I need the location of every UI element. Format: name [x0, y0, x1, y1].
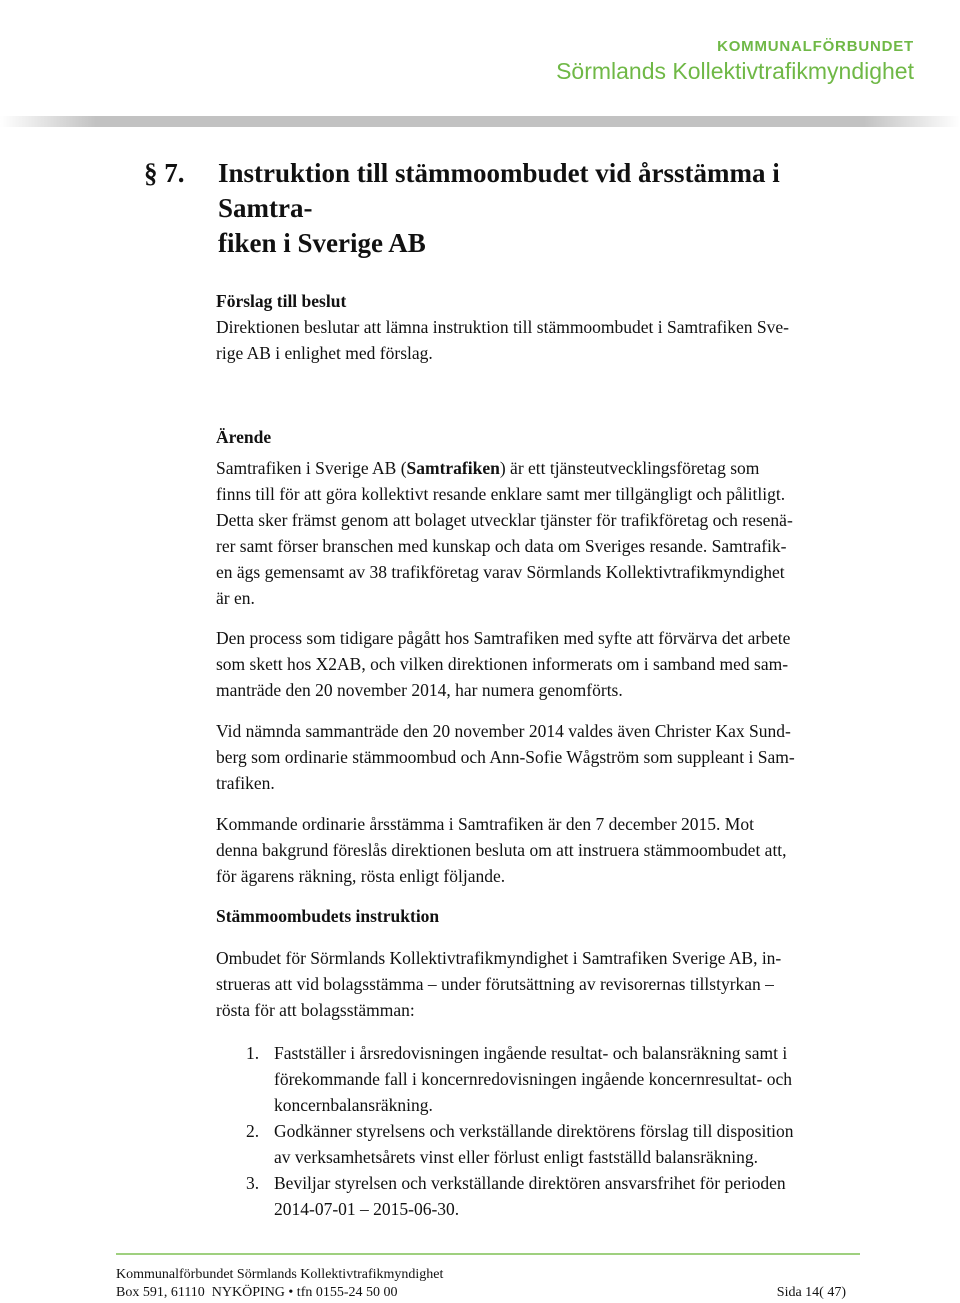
- proposal-heading: Förslag till beslut: [216, 291, 347, 311]
- matter-p1-rest: ) är ett tjänsteutvecklingsföretag som finns till för att göra kollektivt resande enklare samt mer tillgängligt och pålitligt. Detta sker främst genom att bolaget utvecklar tjänster för trafikföretag och resenä- rer samt förser branschen med kunskap och data om Sveriges resande. Samtrafik- en ägs gemensamt av 38 trafikföretag varav Sörmlands Kollektivtrafikmyndighet är en.: [216, 458, 793, 608]
- header-org-name: KOMMUNALFÖRBUNDET: [717, 38, 914, 55]
- matter-heading-block: [216, 424, 856, 450]
- matter-p1-bold-term: Samtrafiken: [406, 458, 500, 478]
- instruction-intro: Ombudet för Sörmlands Kollektivtrafikmyndighet i Samtrafiken Sverige AB, in- strueras att vid bolagsstämma – under förutsättning av revisorernas tillstyrkan – rösta för att bolagsstämman:: [216, 948, 782, 1020]
- footer-divider: [116, 1253, 860, 1255]
- list-item-number: 3.: [246, 1173, 260, 1193]
- matter-paragraph-3: [216, 718, 856, 796]
- header-authority-name: Sörmlands Kollektivtrafikmyndighet: [556, 58, 914, 84]
- matter-paragraph-1: [216, 455, 856, 611]
- proposal-text: Direktionen beslutar att lämna instruktion till stämmoombudet i Samtrafiken Sve- rige AB i enlighet med förslag.: [216, 317, 790, 363]
- matter-p4-text: Kommande ordinarie årsstämma i Samtrafiken är den 7 december 2015. Mot denna bakgrund föreslås direktionen besluta om att instruera stämmoombudet att, för ägarens räkning, rösta enligt följande.: [216, 814, 787, 886]
- matter-heading: Ärende: [216, 427, 272, 447]
- footer-address: Box 591, 61110 NYKÖPING • tfn 0155-24 50 00: [116, 1285, 398, 1300]
- list-item: [216, 1040, 856, 1118]
- instruction-heading: Stämmoombudets instruktion: [216, 906, 440, 926]
- matter-paragraph-2: [216, 625, 856, 703]
- page-number: Sida 14( 47): [776, 1285, 846, 1300]
- section-number: § 7.: [144, 158, 185, 188]
- list-item-text: Godkänner styrelsens och verkställande direktörens förslag till disposition av verksamhetsårets vinst eller förlust enligt fastställd balansräkning.: [274, 1121, 794, 1167]
- list-item-number: 1.: [246, 1043, 260, 1063]
- footer-address-line: [116, 1284, 846, 1301]
- instruction-intro-block: [216, 945, 856, 1023]
- instruction-heading-block: [216, 903, 856, 929]
- footer-org-name: Kommunalförbundet Sörmlands Kollektivtrafikmyndighet: [116, 1267, 444, 1282]
- list-item: [216, 1170, 856, 1222]
- matter-paragraph-4: [216, 811, 856, 889]
- header-brand: [556, 38, 914, 86]
- matter-p2-text: Den process som tidigare pågått hos Samtrafiken med syfte att förvärva det arbete som skett hos X2AB, och vilken direktionen informerats om i samband med sam- manträde den 20 november 2014, har numera genomförts.: [216, 628, 791, 700]
- list-item-text: Fastställer i årsredovisningen ingående resultat- och balansräkning samt i förekommande fall i koncernredovisningen ingående koncernresultat- och koncernbalansräkning.: [274, 1043, 793, 1115]
- resolution-list: [216, 1040, 856, 1222]
- matter-p3-text: Vid nämnda sammanträde den 20 november 2014 valdes även Christer Kax Sund- berg som ordinarie stämmoombud och Ann-Sofie Wågström som suppleant i Sam- trafiken.: [216, 721, 795, 793]
- list-item-text: Beviljar styrelsen och verkställande direktören ansvarsfrihet för perioden 2014-07-01 – 2015-06-30.: [274, 1173, 786, 1219]
- list-item-number: 2.: [246, 1121, 260, 1141]
- header-divider: [0, 116, 960, 127]
- list-item: [216, 1118, 856, 1170]
- matter-p1-start: Samtrafiken i Sverige AB (: [216, 458, 407, 478]
- section-title: Instruktion till stämmoombudet vid årsstämma i Samtra- fiken i Sverige AB: [218, 158, 780, 258]
- proposal-block: [216, 288, 856, 366]
